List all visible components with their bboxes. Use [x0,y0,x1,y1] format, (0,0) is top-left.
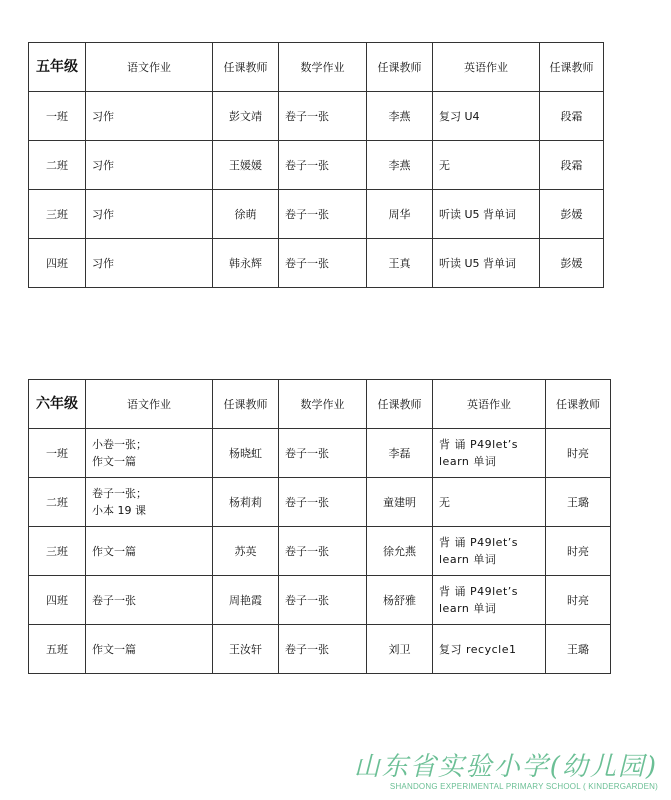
math-homework: 卷子一张 [279,141,367,190]
teacher-name: 王璐 [546,478,611,527]
class-name: 三班 [29,527,86,576]
teacher-name: 杨晓虹 [213,429,279,478]
teacher-name: 彭文靖 [213,92,279,141]
header-teacher: 任课教师 [213,43,279,92]
class-name: 三班 [29,190,86,239]
chinese-homework: 小卷一张； 作文一篇 [86,429,213,478]
table-row [29,478,611,527]
table-header-row [29,43,604,92]
teacher-name: 童建明 [367,478,433,527]
grade5-homework-table [28,42,604,288]
english-homework: 背 诵 P49let’s learn 单词 [433,576,546,625]
teacher-name: 彭媛 [540,190,604,239]
english-homework: 听读 U5 背单词 [433,190,540,239]
table-row [29,190,604,239]
teacher-name: 周艳霞 [213,576,279,625]
header-teacher: 任课教师 [546,380,611,429]
class-name: 四班 [29,576,86,625]
english-homework: 背 诵 P49let’s learn 单词 [433,429,546,478]
class-name: 一班 [29,92,86,141]
teacher-name: 段霜 [540,141,604,190]
grade6-homework-table [28,379,611,674]
class-name: 一班 [29,429,86,478]
teacher-name: 王璐 [546,625,611,674]
english-homework: 复习 U4 [433,92,540,141]
table-row [29,92,604,141]
teacher-name: 时亮 [546,527,611,576]
teacher-name: 杨舒雅 [367,576,433,625]
teacher-name: 王媛媛 [213,141,279,190]
school-logo-english: SHANDONG EXPERIMENTAL PRIMARY SCHOOL ( KINDERGARDEN) [389,782,658,791]
math-homework: 卷子一张 [279,576,367,625]
table-row [29,239,604,288]
grade-label: 五年级 [29,43,86,92]
teacher-name: 王汝轩 [213,625,279,674]
teacher-name: 杨莉莉 [213,478,279,527]
math-homework: 卷子一张 [279,478,367,527]
school-logo-chinese: 山东省实验小学(幼儿园) [353,752,658,782]
english-homework: 背 诵 P49let’s learn 单词 [433,527,546,576]
math-homework: 卷子一张 [279,239,367,288]
teacher-name: 周华 [367,190,433,239]
teacher-name: 徐允燕 [367,527,433,576]
english-homework: 复习 recycle1 [433,625,546,674]
teacher-name: 彭媛 [540,239,604,288]
chinese-homework: 习作 [86,141,213,190]
class-name: 二班 [29,141,86,190]
class-name: 五班 [29,625,86,674]
header-english-homework: 英语作业 [433,43,540,92]
school-logo [353,746,670,800]
header-math-homework: 数学作业 [279,43,367,92]
header-teacher: 任课教师 [367,380,433,429]
teacher-name: 李燕 [367,92,433,141]
teacher-name: 刘卫 [367,625,433,674]
english-homework: 无 [433,478,546,527]
chinese-homework: 作文一篇 [86,527,213,576]
teacher-name: 段霜 [540,92,604,141]
grade-label: 六年级 [29,380,86,429]
table-row [29,576,611,625]
header-teacher: 任课教师 [213,380,279,429]
teacher-name: 李燕 [367,141,433,190]
header-chinese-homework: 语文作业 [86,43,213,92]
table-row [29,141,604,190]
class-name: 四班 [29,239,86,288]
chinese-homework: 习作 [86,190,213,239]
chinese-homework: 卷子一张 [86,576,213,625]
table-row [29,527,611,576]
chinese-homework: 习作 [86,239,213,288]
table-header-row [29,380,611,429]
math-homework: 卷子一张 [279,527,367,576]
math-homework: 卷子一张 [279,92,367,141]
teacher-name: 李磊 [367,429,433,478]
header-math-homework: 数学作业 [279,380,367,429]
table-row [29,625,611,674]
header-chinese-homework: 语文作业 [86,380,213,429]
header-english-homework: 英语作业 [433,380,546,429]
math-homework: 卷子一张 [279,625,367,674]
chinese-homework: 习作 [86,92,213,141]
chinese-homework: 卷子一张； 小本 19 课 [86,478,213,527]
teacher-name: 韩永辉 [213,239,279,288]
header-teacher: 任课教师 [367,43,433,92]
chinese-homework: 作文一篇 [86,625,213,674]
math-homework: 卷子一张 [279,190,367,239]
english-homework: 听读 U5 背单词 [433,239,540,288]
header-teacher: 任课教师 [540,43,604,92]
class-name: 二班 [29,478,86,527]
teacher-name: 苏英 [213,527,279,576]
teacher-name: 时亮 [546,576,611,625]
teacher-name: 时亮 [546,429,611,478]
teacher-name: 王真 [367,239,433,288]
english-homework: 无 [433,141,540,190]
teacher-name: 徐萌 [213,190,279,239]
table-row [29,429,611,478]
math-homework: 卷子一张 [279,429,367,478]
